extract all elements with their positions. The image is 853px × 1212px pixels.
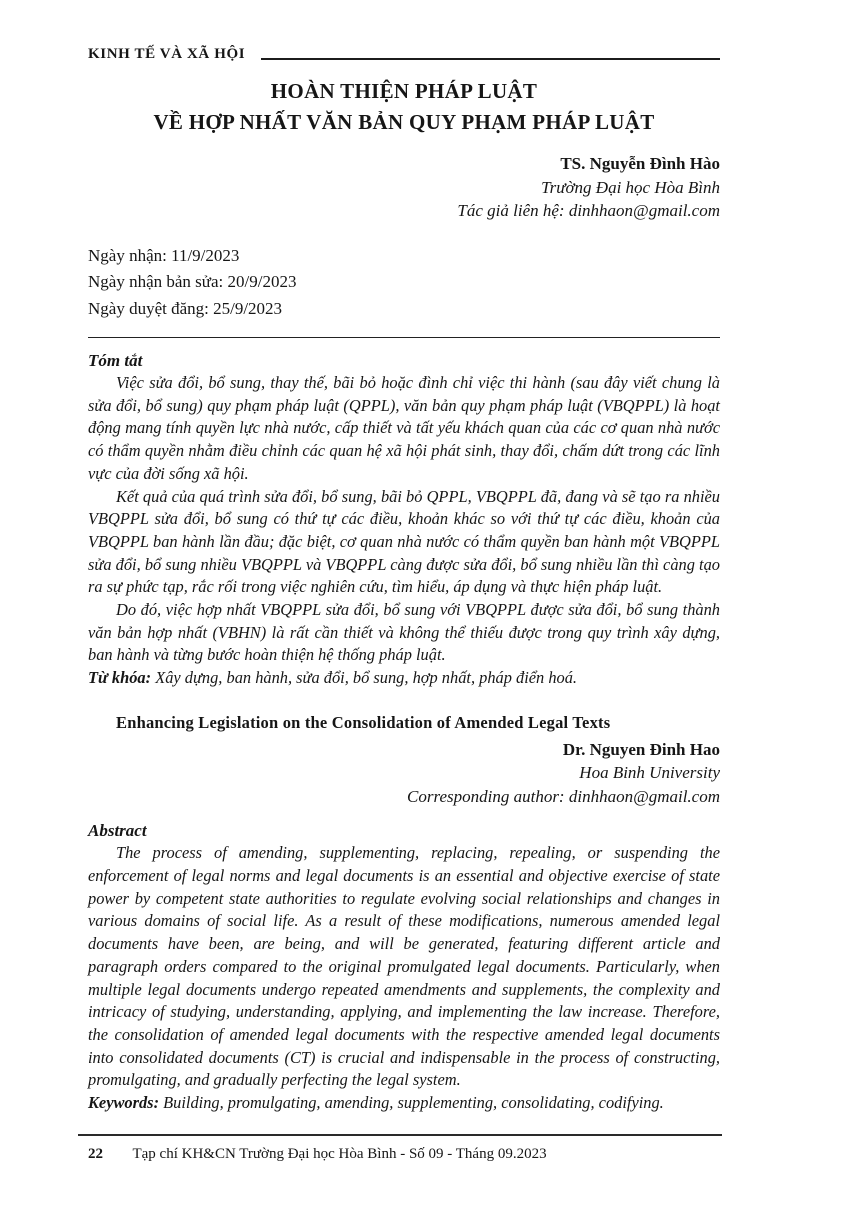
article-title-en: Enhancing Legislation on the Consolidation of Amended Legal Texts (116, 712, 611, 732)
abstract-vi-paragraph-1: Việc sửa đổi, bổ sung, thay thế, bãi bỏ hoặc đình chỉ việc thi hành (sau đây viết chung là sửa đổi, bổ sung) quy phạm pháp luật (QPPL), văn bản quy phạm pháp luật (VBQPPL) là hoạt động mang tính quyền lực nhà nước, cấp thiết và tất yếu khách quan của các cơ quan nhà nước có thẩm quyền nhằm điều chỉnh các quan hệ xã hội phát sinh, thay đổi, chấm dứt trong các lĩnh vực của đời sống xã hội. (88, 373, 720, 483)
author-block-vi (88, 152, 720, 223)
journal-line: Tạp chí KH&CN Trường Đại học Hòa Bình - Số 09 - Tháng 09.2023 (132, 1146, 547, 1162)
section-label: KINH TẾ VÀ XÃ HỘI (88, 46, 246, 62)
keywords-line-en (88, 1092, 720, 1115)
date-received: Ngày nhận: 11/9/2023 (88, 245, 240, 265)
date-revised: Ngày nhận bản sửa: 20/9/2023 (88, 272, 297, 291)
keywords-label-en: Keywords: (88, 1093, 160, 1113)
author-block-en (88, 738, 720, 809)
abstract-vi-paragraph-3: Do đó, việc hợp nhất VBQPPL sửa đổi, bổ sung với VBQPPL được sửa đổi, bổ sung thành văn bản hợp nhất (VBHN) là rất cần thiết và không thể thiếu được trong quy trình xây dựng, ban hành và từng bước hoàn thiện hệ thống pháp luật. (88, 600, 720, 665)
author-contact-vi: Tác giả liên hệ: dinhhaon@gmail.com (457, 201, 720, 220)
dates-block (88, 243, 720, 323)
abstract-heading-vi: Tóm tắt (88, 351, 143, 370)
article-title-vi (88, 76, 720, 138)
running-header (88, 46, 720, 63)
author-name-en: Dr. Nguyen Đinh Hao (562, 739, 720, 759)
abstract-vi-paragraph-2: Kết quả của quá trình sửa đổi, bổ sung, bãi bỏ QPPL, VBQPPL đã, đang và sẽ tạo ra nhiều VBQPPL sửa đổi, bổ sung có thứ tự các điều, khoản khác so với thứ tự các điều, khoản của VBQPPL ban hành lần đầu; đặc biệt, cơ quan nhà nước có thẩm quyền ban hành một VBQPPL sửa đổi, bổ sung nhiều VBQPPL và VBQPPL càng được sửa đổi, bổ sung nhiều lần thì càng tạo ra sự phức tạp, rắc rối trong việc nghiên cứu, tìm hiểu, áp dụng và thực hiện pháp luật. (88, 486, 720, 597)
author-name-vi: TS. Nguyễn Đình Hào (560, 154, 720, 173)
header-rule (261, 58, 720, 60)
article-title-line1: HOÀN THIỆN PHÁP LUẬT (270, 79, 538, 103)
keywords-text-en: Building, promulgating, amending, supplementing, consolidating, codifying. (163, 1093, 664, 1113)
page-number: 22 (88, 1146, 103, 1162)
abstract-section-vi (88, 349, 720, 690)
author-affiliation-vi: Trường Đại học Hòa Bình (541, 177, 720, 197)
date-accepted: Ngày duyệt đăng: 25/9/2023 (88, 298, 283, 318)
abstract-paragraph-en: The process of amending, supplementing, replacing, repealing, or suspending the enforcement of legal norms and legal documents is an essential and objective exercise of state power by competent state authorities to regulate evolving social relationships and changes in various domains of social life. As a result of these modifications, numerous amended legal documents have been, are being, and will be generated, featuring different article and paragraph orders compared to the original promulgated legal documents. Particularly, when multiple legal documents undergo repeated amendments and supplements, the complexity and intricacy of studying, understanding, applying, and implementing the law increase. Therefore, the consolidation of amended legal documents with the respective amended legal documents into consolidated documents (CT) is crucial and indispensable in the process of constructing, promulgating, and gradually perfecting the legal system. (88, 843, 720, 1090)
footer-rule (78, 1134, 722, 1136)
keywords-text-vi: Xây dựng, ban hành, sửa đổi, bổ sung, hợp nhất, pháp điển hoá. (155, 668, 578, 688)
author-contact-en: Corresponding author: dinhhaon@gmail.com (407, 786, 720, 806)
abstract-heading-en: Abstract (88, 821, 147, 841)
author-affiliation-en: Hoa Binh University (579, 763, 720, 783)
keywords-line-vi (88, 667, 720, 690)
article-title-line2: VỀ HỢP NHẤT VĂN BẢN QUY PHẠM PHÁP LUẬT (153, 110, 655, 134)
keywords-label-vi: Từ khóa: (88, 668, 152, 688)
page-footer (88, 1143, 722, 1165)
english-section (88, 712, 720, 1115)
divider-rule (88, 337, 720, 338)
